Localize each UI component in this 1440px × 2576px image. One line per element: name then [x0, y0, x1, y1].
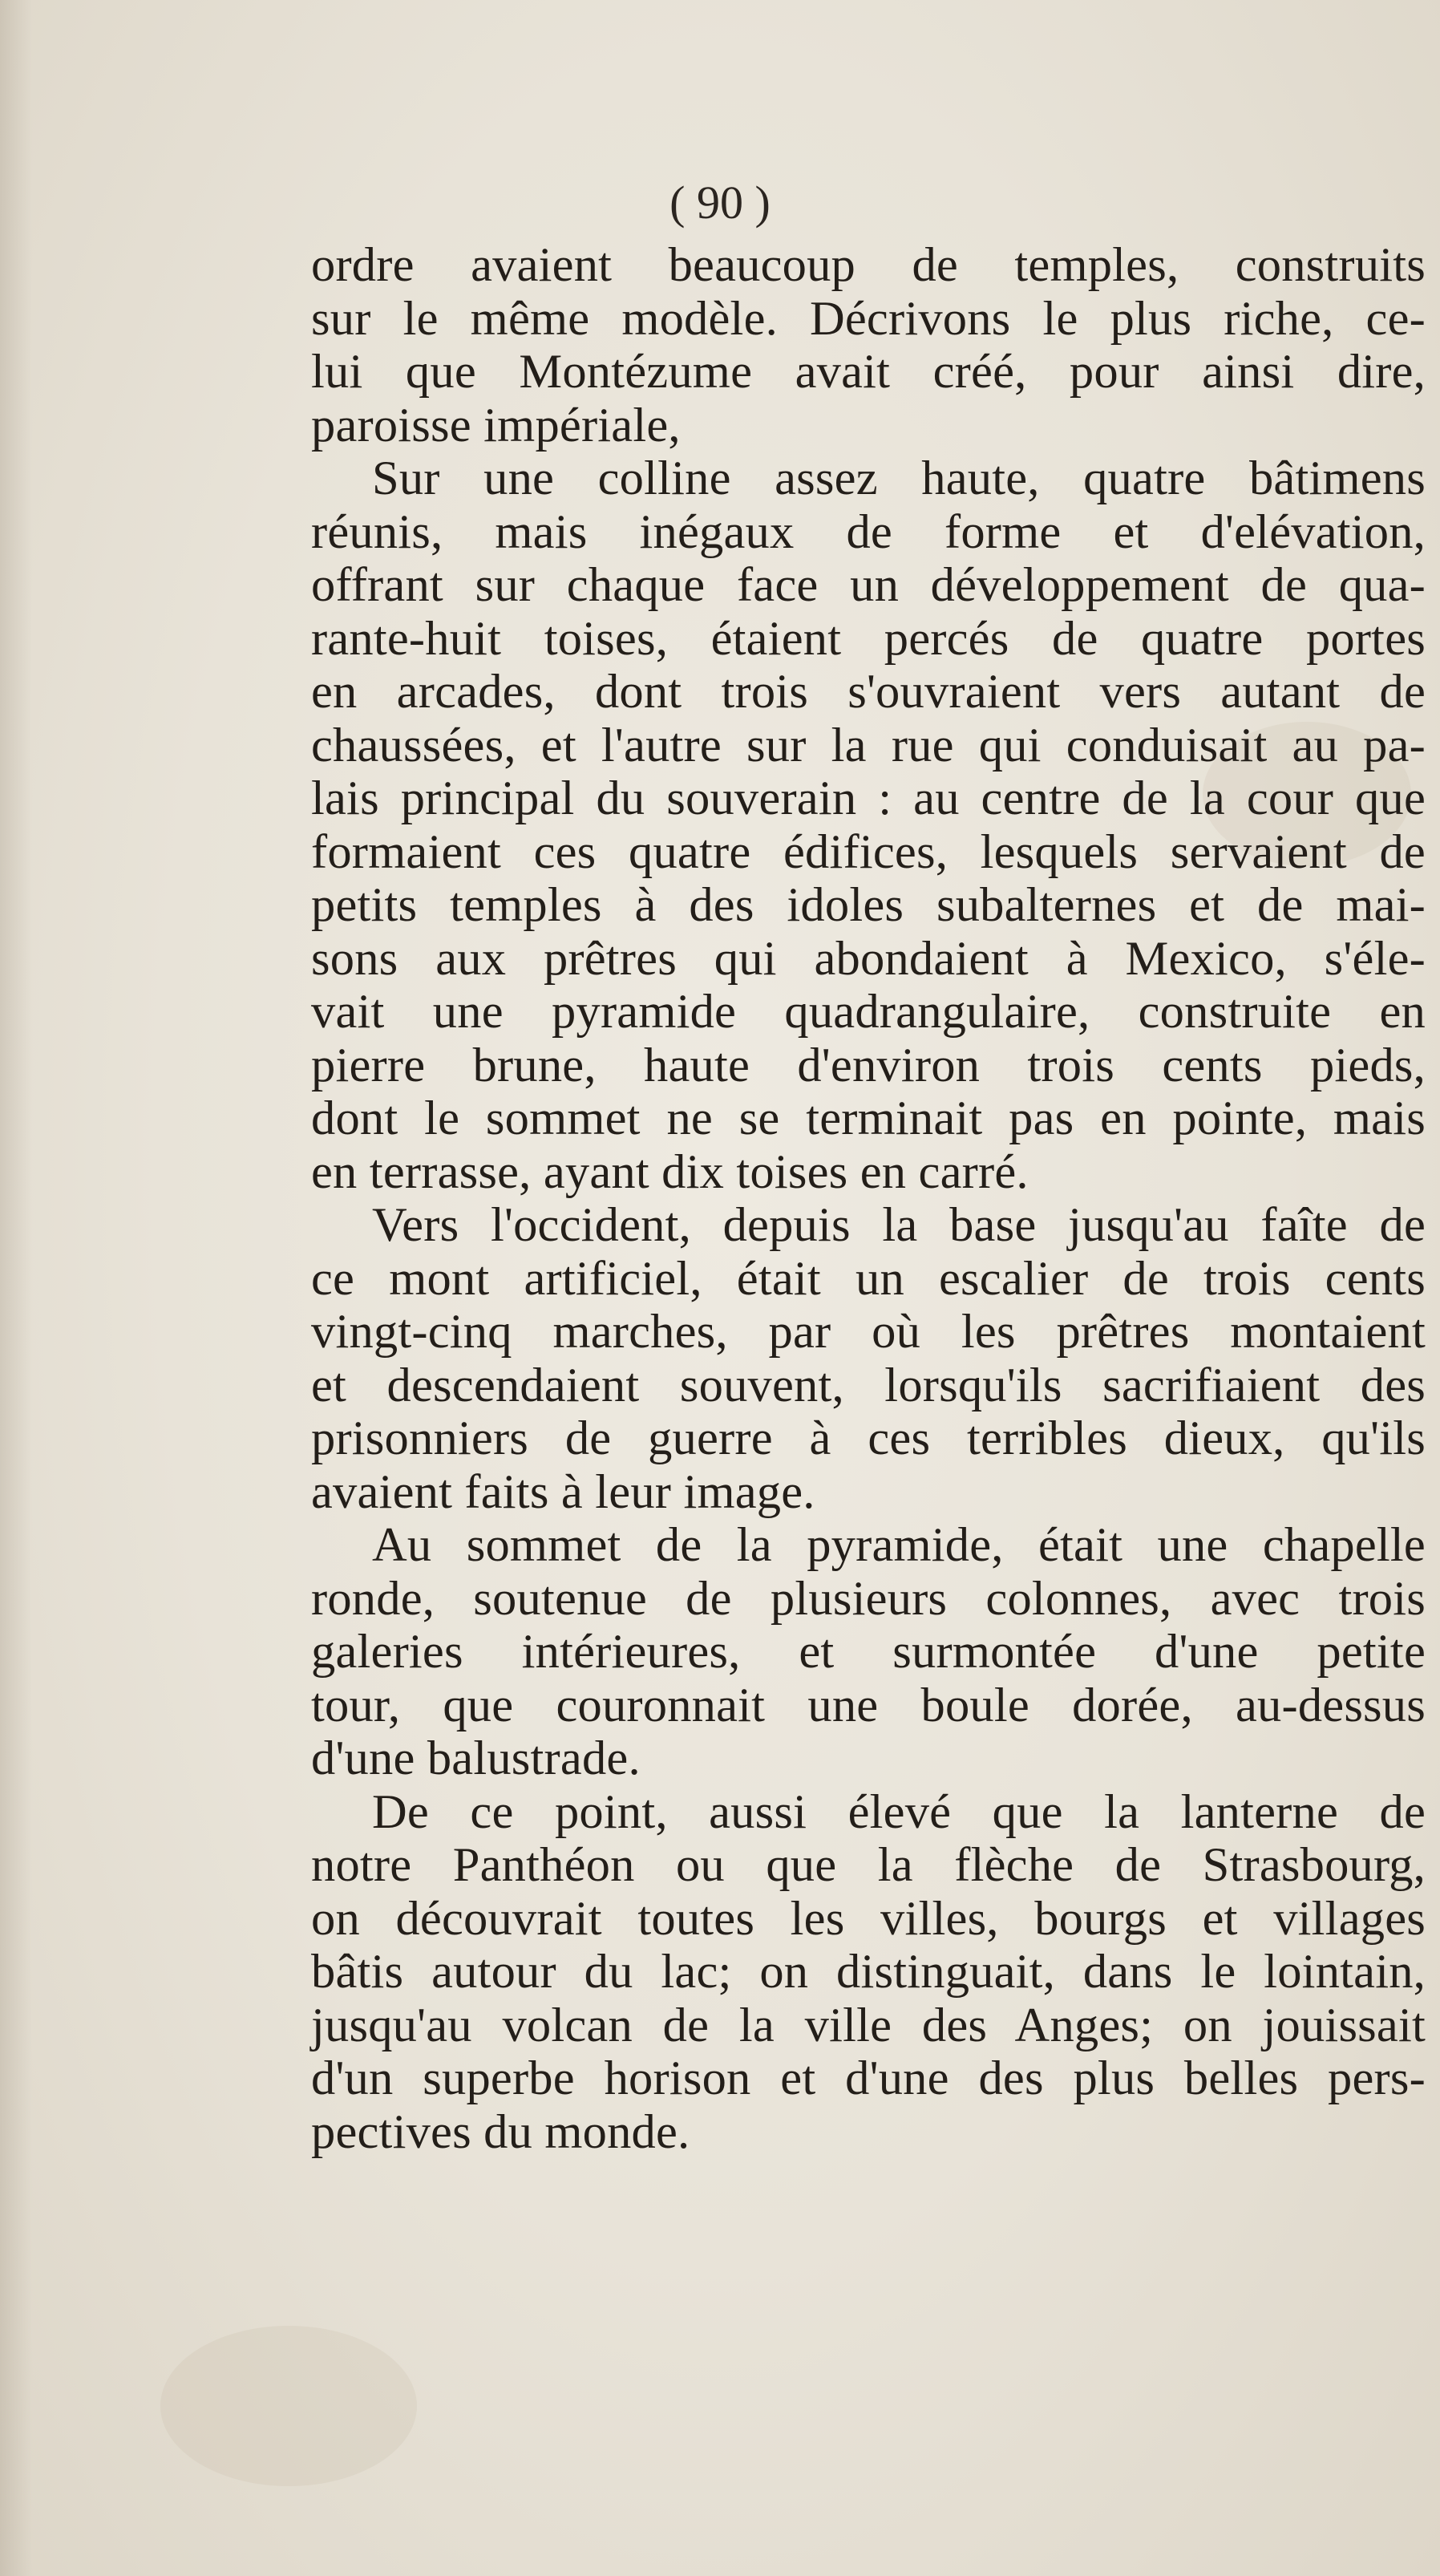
text-line: d'un superbe horison et d'une des plus belles pers-	[311, 2051, 1426, 2105]
paragraph	[311, 1786, 1426, 2160]
text-line: notre Panthéon ou que la flèche de Strasbourg,	[311, 1838, 1426, 1892]
text-line: De ce point, aussi élevé que la lanterne de	[372, 1784, 1426, 1839]
text-line: réunis, mais inégaux de forme et d'elévation,	[311, 504, 1426, 559]
text-line: lui que Montézume avait créé, pour ainsi dire,	[311, 345, 1426, 399]
text-line: bâtis autour du lac; on distinguait, dans le lointain,	[311, 1945, 1426, 1999]
text-line: prisonniers de guerre à ces terribles dieux, qu'ils	[311, 1412, 1426, 1465]
text-line: Au sommet de la pyramide, était une chapelle	[372, 1518, 1426, 1572]
text-line: ronde, soutenue de plusieurs colonnes, avec trois	[311, 1571, 1426, 1626]
text-line: Sur une colline assez haute, quatre bâtimens	[372, 452, 1426, 505]
text-line: galeries intérieures, et surmontée d'une petite	[311, 1625, 1426, 1679]
text-line: tour, que couronnait une boule dorée, au-dessus	[311, 1678, 1426, 1732]
text-line: formaient ces quatre édifices, lesquels servaient de	[311, 824, 1426, 879]
text-line: dont le sommet ne se terminait pas en pointe, mais	[311, 1092, 1426, 1145]
page-edge-shadow	[0, 0, 32, 2576]
text-line: sons aux prêtres qui abondaient à Mexico, s'éle-	[311, 931, 1426, 986]
text-line: en terrasse, ayant dix toises en carré.	[311, 1144, 1029, 1199]
paragraph	[311, 1519, 1426, 1786]
text-line: petits temples à des idoles subalternes et de mai-	[311, 878, 1426, 932]
text-line: paroisse impériale,	[311, 398, 681, 452]
text-line: avaient faits à leur image.	[311, 1464, 815, 1519]
paper-stain	[160, 2326, 417, 2486]
text-line: lais principal du souverain : au centre de la cour que	[311, 772, 1426, 825]
text-line: et descendaient souvent, lorsqu'ils sacrifiaient des	[311, 1358, 1426, 1412]
text-line: chaussées, et l'autre sur la rue qui conduisait au pa-	[311, 718, 1426, 772]
text-line: pierre brune, haute d'environ trois cents pieds,	[311, 1038, 1426, 1092]
text-line: sur le même modèle. Décrivons le plus riche, ce-	[311, 291, 1426, 346]
text-line: pectives du monde.	[311, 2104, 690, 2159]
paragraph	[311, 1199, 1426, 1519]
text-line: en arcades, dont trois s'ouvraient vers autant de	[311, 665, 1426, 719]
text-line: vait une pyramide quadrangulaire, construite en	[311, 985, 1426, 1039]
text-line: on découvrait toutes les villes, bourgs et villages	[311, 1891, 1426, 1946]
text-line: vingt-cinq marches, par où les prêtres montaient	[311, 1305, 1426, 1359]
text-line: rante-huit toises, étaient percés de quatre portes	[311, 611, 1426, 666]
text-line: d'une balustrade.	[311, 1732, 641, 1785]
body-text	[311, 239, 1426, 2159]
text-line: Vers l'occident, depuis la base jusqu'au faîte de	[372, 1198, 1426, 1252]
page-number: ( 90 )	[669, 176, 771, 229]
paragraph	[311, 239, 1426, 452]
text-line: ordre avaient beaucoup de temples, construits	[311, 238, 1426, 292]
text-line: ce mont artificiel, était un escalier de trois cents	[311, 1251, 1426, 1306]
text-line: offrant sur chaque face un développement de qua-	[311, 558, 1426, 612]
text-line: jusqu'au volcan de la ville des Anges; on jouissait	[311, 1998, 1426, 2052]
paragraph	[311, 452, 1426, 1199]
